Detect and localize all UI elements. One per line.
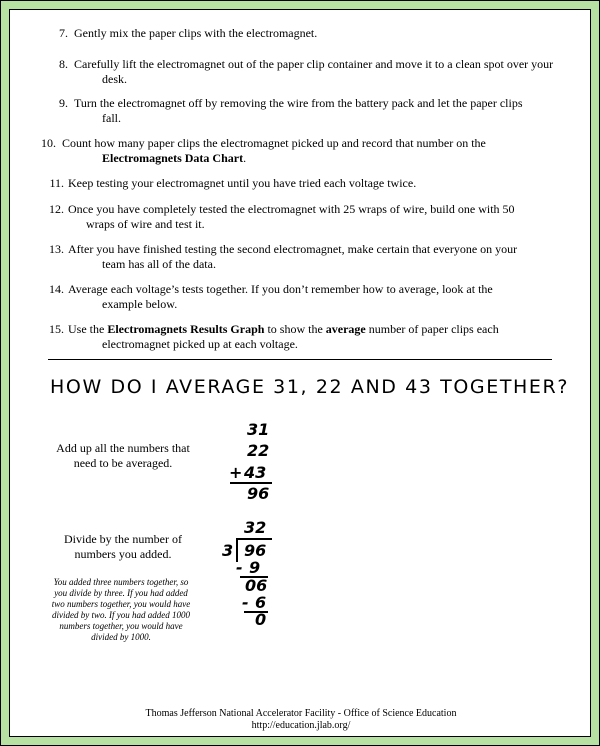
addend-3: 43 — [244, 463, 267, 482]
footer-organization: Thomas Jefferson National Accelerator Facility - Office of Science Education — [145, 708, 457, 719]
division-bar — [236, 538, 272, 540]
divisor: 3 — [222, 541, 234, 560]
minus-sign-1: - — [236, 558, 243, 577]
subtract-1: 9 — [249, 558, 261, 577]
dividend: 96 — [244, 541, 267, 560]
footer-url: http://education.jlab.org/ — [251, 720, 351, 731]
addend-2: 22 — [247, 441, 270, 460]
divide-instruction: Divide by the number of numbers you added. — [64, 532, 182, 561]
page-footer — [10, 708, 592, 732]
remainder-2: 0 — [255, 610, 267, 629]
average-heading: HOW DO I AVERAGE 31, 22 AND 43 TOGETHER? — [50, 376, 570, 398]
divide-explanation-note: You added three numbers together, so you divide by three. If you had added two numbers together, you would have divided by two. If you had added 1000 numbers together, you would have divided by 1000. — [51, 577, 191, 642]
worksheet-page: 7. Gently mix the paper clips with the electromagnet. 8. Carefully lift the electromagnet out of the paper clip container and move it to a clean spot over your desk. 9. Turn the electromagnet off by removing the wire from the battery pack and let the paper clips fall. 10. Count how many paper clips the electromagnet picked up and record that number on the Electromagnets Data Chart. 11. Keep testing your electromagnet until you have tried each voltage twice. 12. Once you have completely tested the electromagnet with 25 wraps of wire, build one with 50 wraps of wire and test it. 13. After you have finished testing the second electromagnet, make certain that everyone on your team has all of the data. 14. Average each voltage’s tests together. If you don’t remember how to average, look at the example below. 15. Use the Electromagnets Results Graph to show the average number of paper clips each electromagnet picked up at each voltage. HOW DO I AVERAGE 31, 22 AND 43 TOGETHER? Add up all the numbers that need to be averaged. Divide by the number of numbers you added. You added three numbers together, so you divide by three. If you had added two numbers together, you would have divided by two. If you had added 1000 numbers together, you would have divided by 1000. 31 22 + 43 96 32 3 96 - 9 06 - 6 0 Thomas Jefferson National Accelerator Facility - Office of Science Education http://education.jlab.org/ — [9, 9, 591, 737]
subtract-2: 6 — [255, 593, 267, 612]
add-instruction: Add up all the numbers that need to be averaged. — [56, 441, 190, 470]
addend-1: 31 — [247, 420, 270, 439]
quotient: 32 — [244, 518, 267, 537]
remainder-1: 06 — [245, 576, 268, 595]
section-divider — [48, 359, 552, 360]
sum-result: 96 — [247, 484, 270, 503]
minus-sign-2: - — [242, 593, 249, 612]
plus-sign: + — [229, 463, 243, 482]
